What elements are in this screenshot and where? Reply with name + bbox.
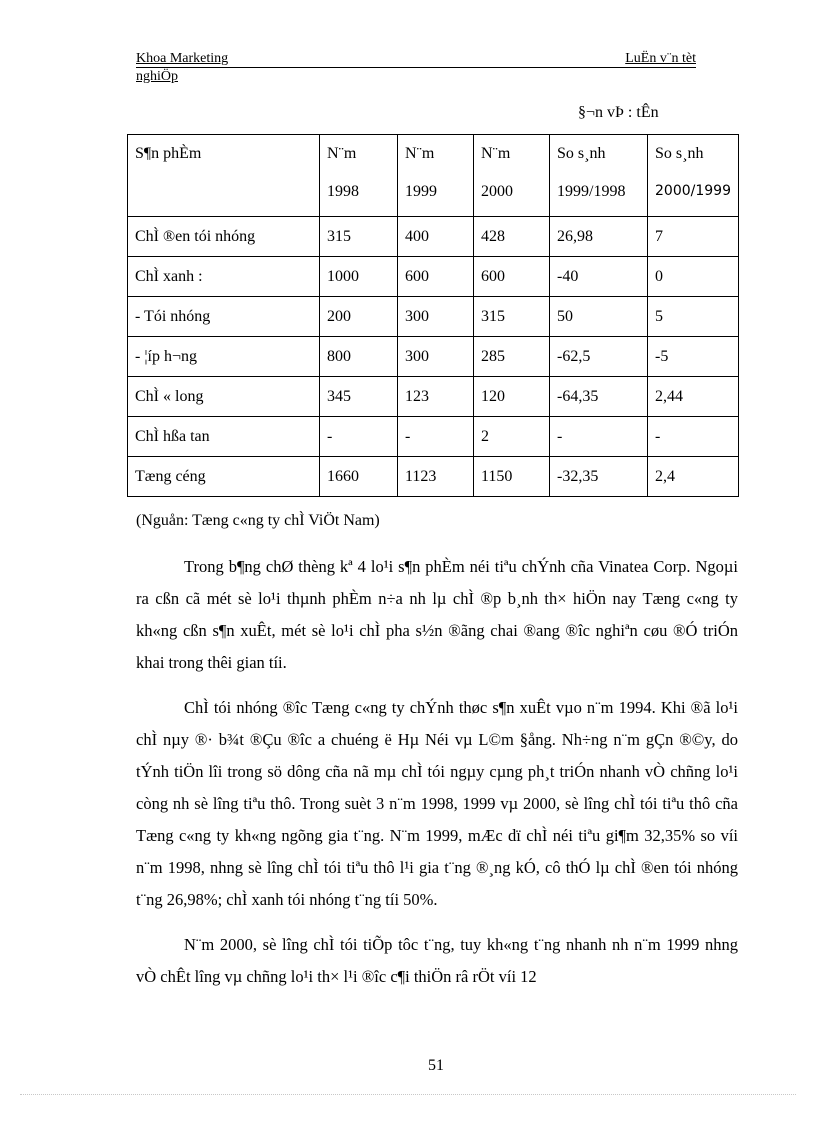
header-cell: N¨m 2000: [474, 135, 550, 217]
sales-table: [127, 134, 739, 497]
table-cell: Tæng céng: [128, 457, 320, 497]
table-cell: 2: [474, 417, 550, 457]
table-cell: 1150: [474, 457, 550, 497]
table-cell: 1123: [398, 457, 474, 497]
table-cell: -40: [550, 257, 648, 297]
table-cell: 120: [474, 377, 550, 417]
table-cell: -: [320, 417, 398, 457]
table-cell: -64,35: [550, 377, 648, 417]
table-cell: 315: [320, 217, 398, 257]
table-row: [128, 217, 739, 257]
header-cell: N¨m 1999: [398, 135, 474, 217]
table-cell: - ¦íp h¬ng: [128, 337, 320, 377]
table-source-note: (Nguån: Tæng c«ng ty chÌ ViÖt Nam): [136, 512, 380, 529]
table-cell: 600: [474, 257, 550, 297]
table-cell: 345: [320, 377, 398, 417]
paragraph: ChÌ tói nhóng ®îc Tæng c«ng ty chÝnh thøc s¶n xuÊt vµo n¨m 1994. Khi ®ã lo¹i chÌ nµy ®· b¾t ®Çu ®îc a chuéng ë Hµ Néi vµ L©m §ång. Nh÷ng n¨m gÇn ®©y, do tÝnh tiÖn lîi trong sö dông cña nã mµ chÌ tói ngµy cµng ph¸t triÓn nhanh vÒ chñng lo¹i còng nh sè lîng tiªu thô. Trong suèt 3 n¨m 1998, 1999 vµ 2000, sè lîng chÌ tói tiªu thô cña Tæng c«ng ty kh«ng ngõng gia t¨ng. N¨m 1999, mÆc dï chÌ néi tiªu gi¶m 32,35% so víi n¨m 1998, nhng sè lîng chÌ tói tiªu thô l¹i gia t¨ng ®¸ng kÓ, cô thÓ lµ chÌ ®en tói nhóng t¨ng 26,98%; chÌ xanh tói nhóng t¨ng tíi 50%.: [136, 698, 738, 909]
table-row: [128, 337, 739, 377]
table-cell: 50: [550, 297, 648, 337]
table-cell: -5: [648, 337, 739, 377]
table-cell: 5: [648, 297, 739, 337]
table-row: [128, 257, 739, 297]
table-cell: 300: [398, 297, 474, 337]
header-department: Khoa Marketing: [136, 51, 229, 66]
table-cell: 7: [648, 217, 739, 257]
header-cell: N¨m 1998: [320, 135, 398, 217]
table-cell: 26,98: [550, 217, 648, 257]
table-unit-label: §¬n vÞ : tÊn: [578, 104, 659, 121]
table-cell: ChÌ ®en tói nhóng: [128, 217, 320, 257]
table-cell: ChÌ « long: [128, 377, 320, 417]
table-cell: 123: [398, 377, 474, 417]
table-cell: 400: [398, 217, 474, 257]
table-cell: 428: [474, 217, 550, 257]
table-cell: 600: [398, 257, 474, 297]
table-cell: 0: [648, 257, 739, 297]
table-cell: -62,5: [550, 337, 648, 377]
footer-divider: [20, 1094, 796, 1095]
table-cell: 2,44: [648, 377, 739, 417]
table-row: [128, 377, 739, 417]
table-cell: -32,35: [550, 457, 648, 497]
header-cell: So s¸nh 1999/1998: [550, 135, 648, 217]
header-cell: S¶n phÈm: [128, 135, 320, 217]
table-cell: -: [550, 417, 648, 457]
header-cell: So s¸nh 2000/1999: [648, 135, 739, 217]
header-thesis-title-cont: nghiÖp: [136, 69, 178, 84]
table-cell: - Tói nhóng: [128, 297, 320, 337]
paragraph: Trong b¶ng chØ thèng kª 4 lo¹i s¶n phÈm néi tiªu chÝnh cña Vinatea Corp. Ngoµi ra cßn cã mét sè lo¹i thµnh phÈm n÷a nh lµ chÌ ®p b¸nh th× hiÖn nay Tæng c«ng ty kh«ng cßn s¶n xuÊt, mét sè lo¹i chÌ pha s½n ®ãng chai ®ang ®îc nghiªn cøu ®Ó triÓn khai trong thêi gian tíi.: [136, 557, 738, 672]
table-cell: -: [648, 417, 739, 457]
body-text: [136, 551, 738, 1006]
page-number: 51: [428, 1057, 444, 1074]
table-row: [128, 417, 739, 457]
table-cell: 800: [320, 337, 398, 377]
table-row: [128, 297, 739, 337]
table-cell: 285: [474, 337, 550, 377]
header-thesis-title: LuËn v¨n tèt: [625, 51, 696, 66]
table-cell: ChÌ hßa tan: [128, 417, 320, 457]
table-header-row: [128, 135, 739, 217]
table-cell: 2,4: [648, 457, 739, 497]
table-cell: 315: [474, 297, 550, 337]
table-cell: -: [398, 417, 474, 457]
paragraph: N¨m 2000, sè lîng chÌ tói tiÕp tôc t¨ng, tuy kh«ng t¨ng nhanh nh n¨m 1999 nhng vÒ chÊt lîng vµ chñng lo¹i th× l¹i ®îc c¶i thiÖn râ rÖt víi 12: [136, 935, 738, 986]
table-cell: ChÌ xanh :: [128, 257, 320, 297]
table-cell: 1660: [320, 457, 398, 497]
table-cell: 300: [398, 337, 474, 377]
table-row-total: [128, 457, 739, 497]
page-header: [136, 50, 696, 85]
table-cell: 1000: [320, 257, 398, 297]
table-cell: 200: [320, 297, 398, 337]
